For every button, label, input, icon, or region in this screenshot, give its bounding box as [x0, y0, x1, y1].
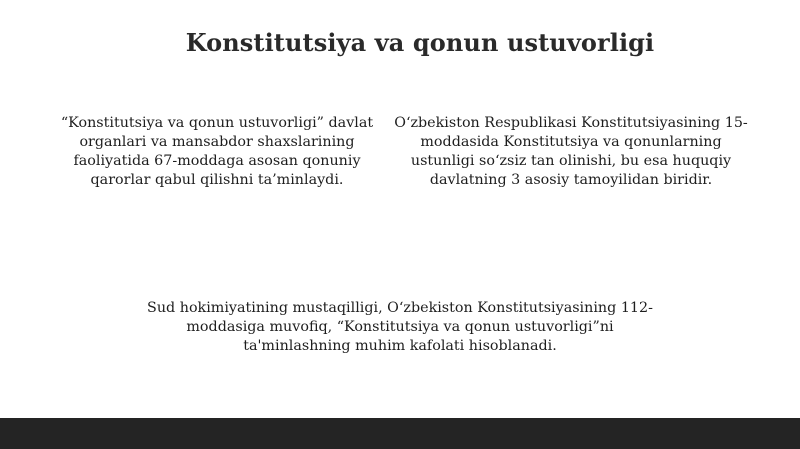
paragraph-article-112: Sud hokimiyatining mustaqilligi, O‘zbekiston Konstitutsiyasining 112-moddasiga muvofiq, “Konstitutsiya va qonun ustuvorligi”ni ta'minlashning muhim kafolati hisoblanadi.: [147, 300, 653, 354]
paragraph-article-67: “Konstitutsiya va qonun ustuvorligi” davlat organlari va mansabdor shaxslarining faoliyatida 67-moddaga asosan qonuniy qarorlar qabul qilishni ta’minlaydi.: [60, 115, 374, 188]
slide-title: Konstitutsiya va qonun ustuvorligi: [185, 28, 655, 57]
footer-bar: [0, 418, 800, 449]
paragraph-article-15: O‘zbekiston Respublikasi Konstitutsiyasining 15-moddasida Konstitutsiya va qonunlarning ustunligi so‘zsiz tan olinishi, bu esa huquqiy davlatning 3 asosiy tamoyilidan biridir.: [394, 115, 748, 188]
